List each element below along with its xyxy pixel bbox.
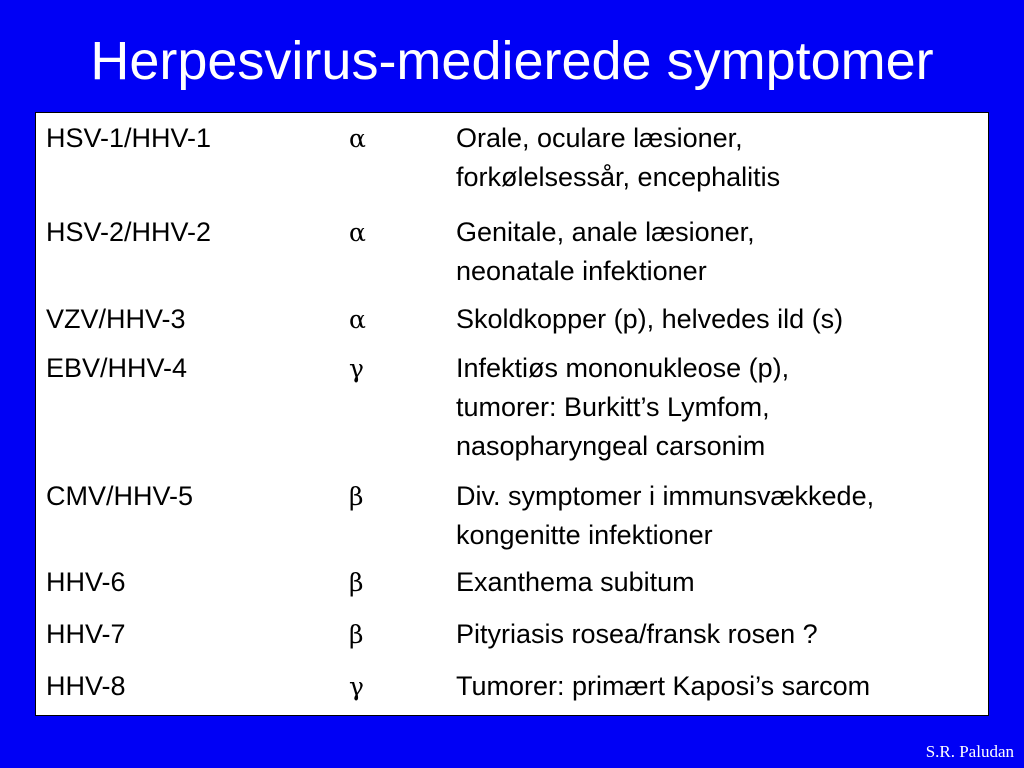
subfamily-symbol: β: [349, 620, 364, 649]
symptom-line: Div. symptomer i immunsvækkede,: [456, 481, 875, 511]
symptom-line: nasopharyngeal carsonim: [456, 431, 766, 461]
subfamily-symbol: α: [349, 305, 366, 334]
symptom-line: neonatale infektioner: [456, 256, 707, 286]
symptoms-cell: [456, 213, 755, 291]
symptom-line: Orale, oculare læsioner,: [456, 123, 743, 153]
virus-name: HHV-6: [46, 567, 126, 597]
virus-name: HSV-2/HHV-2: [46, 217, 212, 247]
symptoms-cell: [456, 300, 843, 339]
symptoms-cell: [456, 477, 874, 555]
subfamily-symbol: γ: [349, 354, 364, 383]
symptom-line: forkølelsessår, encephalitis: [456, 162, 781, 192]
virus-name: VZV/HHV-3: [46, 304, 186, 334]
symptoms-cell: [456, 615, 818, 654]
virus-name: EBV/HHV-4: [46, 353, 188, 383]
symptoms-cell: [456, 667, 870, 706]
subfamily-symbol: β: [349, 568, 364, 597]
subfamily-symbol: γ: [349, 672, 364, 701]
subfamily-symbol: α: [349, 124, 366, 153]
symptoms-cell: [456, 119, 780, 197]
symptom-line: Pityriasis rosea/fransk rosen ?: [456, 619, 818, 649]
symptom-line: Skoldkopper (p), helvedes ild (s): [456, 304, 844, 334]
subfamily-symbol: α: [349, 218, 366, 247]
symptom-line: kongenitte infektioner: [456, 520, 713, 550]
virus-name: CMV/HHV-5: [46, 481, 194, 511]
slide-title: Herpesvirus-medierede symptomer: [90, 31, 934, 91]
symptom-line: Tumorer: primært Kaposi’s sarcom: [456, 671, 871, 701]
herpesvirus-table: [35, 112, 989, 716]
symptom-line: Exanthema subitum: [456, 567, 695, 597]
author-credit: S.R. Paludan: [925, 742, 1014, 761]
symptom-line: Infektiøs mononukleose (p),: [456, 353, 790, 383]
subfamily-symbol: β: [349, 482, 364, 511]
symptom-line: tumorer: Burkitt’s Lymfom,: [456, 392, 770, 422]
symptoms-cell: [456, 563, 695, 602]
virus-name: HSV-1/HHV-1: [46, 123, 212, 153]
symptom-line: Genitale, anale læsioner,: [456, 217, 755, 247]
virus-name: HHV-8: [46, 671, 126, 701]
symptoms-cell: [456, 349, 789, 466]
virus-name: HHV-7: [46, 619, 126, 649]
